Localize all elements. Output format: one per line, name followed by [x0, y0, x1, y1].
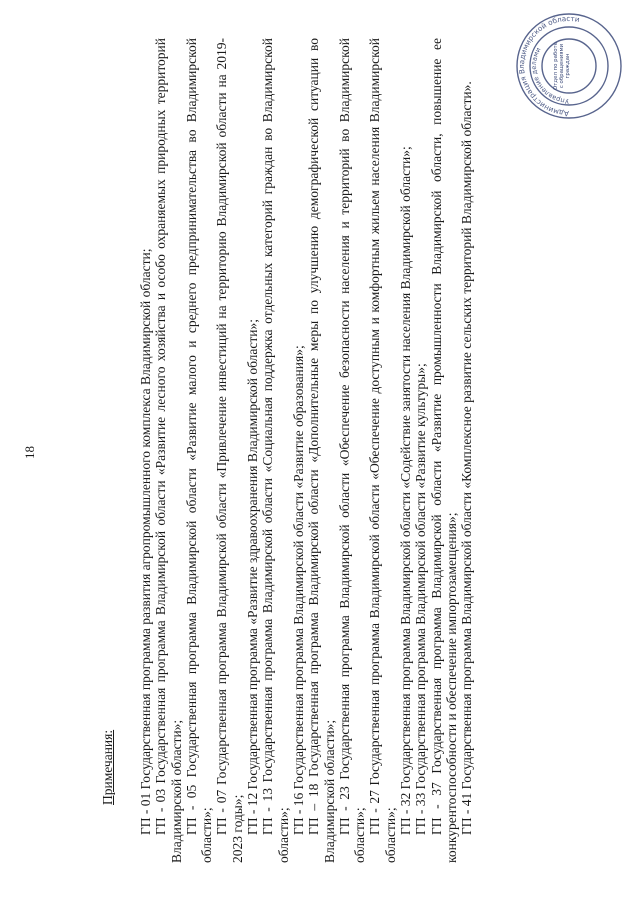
list-item: ГП - 23 Государственная программа Владимирской области «Обеспечение безопасности населения и территорий во Владимирской области»;: [336, 38, 368, 863]
official-stamp: [515, 12, 623, 120]
list-item: ГП - 32 Государственная программа Владимирской области «Содействие занятости населения Владимирской области»;: [398, 146, 414, 835]
list-item: ГП - 05 Государственная программа Владимирской области «Развитие малого и среднего предпринимательства во Владимирской области»;: [183, 38, 215, 863]
list-item: ГП - 12 Государственная программа «Развитие здравоохранения Владимирской области»;: [245, 318, 261, 835]
list-item: ГП - 07 Государственная программа Владимирской области «Привлечение инвестиций на территорию Владимирской области на 2019-2023 годы»;: [214, 38, 245, 863]
notes-list: [138, 38, 475, 863]
list-item: ГП – 18 Государственная программа Владимирской области «Дополнительные меры по улучшению демографической ситуации во Владимирской области»;: [306, 38, 337, 863]
list-item: ГП - 37 Государственная программа Владимирской области «Развитие промышленности Владимирской области, повышение ее конкурентоспособности и обеспечение импортозамещения»;: [428, 38, 459, 863]
page-number: 18: [22, 446, 37, 459]
list-item: ГП - 01 Государственная программа развития агропромышленного комплекса Владимирской области;: [138, 248, 153, 835]
list-item: ГП - 27 Государственная программа Владимирской области «Обеспечение доступным и комфортным жильем населения Владимирской области»;: [367, 38, 398, 863]
notes-heading: Примечания:: [100, 729, 115, 805]
stamp-middle-text: Управление делами: [529, 46, 570, 106]
list-item: ГП - 41 Государственная программа Владимирской области «Комплексное развитие сельских территорий Владимирской области».: [459, 81, 475, 835]
list-item: ГП - 33 Государственная программа Владимирской области «Развитие культуры»;: [413, 363, 429, 835]
list-item: ГП - 13 Государственная программа Владимирской области «Социальная поддержка отдельных категорий граждан во Владимирской области»;: [260, 38, 291, 863]
stamp-outer-text: Администрация Владимирской области: [516, 13, 581, 119]
stamp-inner-text: Отдел по работе с обращениями граждан: [553, 42, 572, 90]
list-item: ГП - 16 Государственная программа Владимирской области «Развитие образования»;: [290, 345, 306, 835]
list-item: ГП - 03 Государственная программа Владимирской области «Развитие лесного хозяйства и особо охраняемых природных территорий Владимирской области»;: [153, 38, 184, 863]
